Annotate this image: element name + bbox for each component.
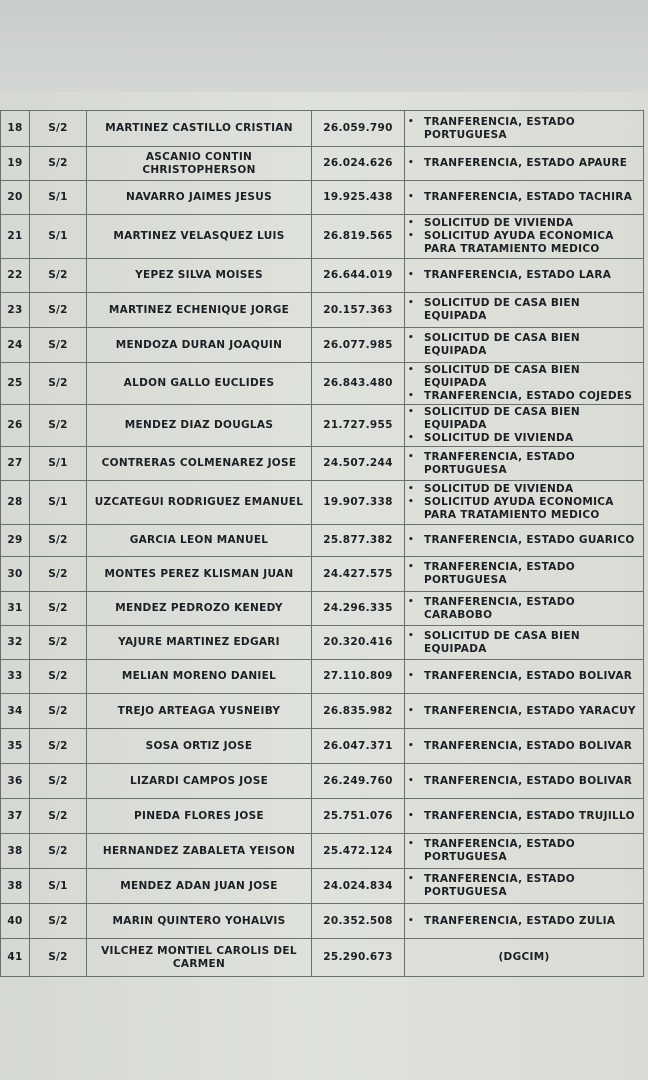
- person-name: YEPEZ SILVA MOISES: [87, 259, 312, 293]
- person-name: ASCANIO CONTIN CHRISTOPHERSON: [87, 147, 312, 181]
- observation-cell: [405, 592, 644, 626]
- observation-item: • SOLICITUD DE CASA BIEN EQUIPADA: [408, 406, 640, 432]
- section-code: S/2: [30, 939, 87, 977]
- id-number: 26.059.790: [312, 111, 405, 147]
- person-name: TREJO ARTEAGA YUSNEIBY: [87, 694, 312, 729]
- id-number: 25.751.076: [312, 799, 405, 834]
- id-number: 26.819.565: [312, 215, 405, 259]
- id-number: 20.320.416: [312, 626, 405, 660]
- row-number: 22: [1, 259, 30, 293]
- table-row: [1, 363, 644, 405]
- section-code: S/1: [30, 447, 87, 481]
- id-number: 27.110.809: [312, 660, 405, 694]
- id-number: 25.290.673: [312, 939, 405, 977]
- observation-item: • TRANFERENCIA, ESTADO GUARICO: [408, 534, 640, 547]
- person-name: MENDOZA DURAN JOAQUIN: [87, 328, 312, 363]
- row-number: 40: [1, 904, 30, 939]
- id-number: 25.472.124: [312, 834, 405, 869]
- row-number: 35: [1, 729, 30, 764]
- section-code: S/1: [30, 481, 87, 525]
- person-name: MENDEZ PEDROZO KENEDY: [87, 592, 312, 626]
- row-number: 23: [1, 293, 30, 328]
- table-row: [1, 447, 644, 481]
- person-name: MARTINEZ VELASQUEZ LUIS: [87, 215, 312, 259]
- table-row: [1, 111, 644, 147]
- person-name: UZCATEGUI RODRIGUEZ EMANUEL: [87, 481, 312, 525]
- id-number: 24.024.834: [312, 869, 405, 904]
- observation-cell: [405, 764, 644, 799]
- id-number: 25.877.382: [312, 525, 405, 557]
- id-number: 24.507.244: [312, 447, 405, 481]
- observation-item: • TRANFERENCIA, ESTADO BOLIVAR: [408, 740, 640, 753]
- section-code: S/1: [30, 869, 87, 904]
- observation-item: • TRANFERENCIA, ESTADO BOLIVAR: [408, 670, 640, 683]
- row-number: 19: [1, 147, 30, 181]
- observation-item: • SOLICITUD DE VIVIENDA: [408, 217, 640, 230]
- section-code: S/2: [30, 363, 87, 405]
- row-number: 20: [1, 181, 30, 215]
- section-code: S/2: [30, 834, 87, 869]
- section-code: S/2: [30, 259, 87, 293]
- id-number: 20.157.363: [312, 293, 405, 328]
- observation-item: • TRANFERENCIA, ESTADO YARACUY: [408, 705, 640, 718]
- id-number: 24.427.575: [312, 557, 405, 592]
- observation-item: • SOLICITUD DE CASA BIEN EQUIPADA: [408, 332, 640, 358]
- table-row: [1, 626, 644, 660]
- observation-cell: [405, 660, 644, 694]
- observation-item: • TRANFERENCIA, ESTADO TRUJILLO: [408, 810, 640, 823]
- table-row: [1, 557, 644, 592]
- table-row: [1, 147, 644, 181]
- observation-item: • TRANFERENCIA, ESTADO BOLIVAR: [408, 775, 640, 788]
- observation-cell: [405, 215, 644, 259]
- row-number: 36: [1, 764, 30, 799]
- table-row: [1, 181, 644, 215]
- observation-cell: [405, 447, 644, 481]
- table-row: [1, 592, 644, 626]
- section-code: S/2: [30, 904, 87, 939]
- personnel-table: [0, 110, 644, 977]
- observation-item: • TRANFERENCIA, ESTADO APAURE: [408, 157, 640, 170]
- id-number: 26.024.626: [312, 147, 405, 181]
- id-number: 26.249.760: [312, 764, 405, 799]
- id-number: 20.352.508: [312, 904, 405, 939]
- id-number: 26.835.982: [312, 694, 405, 729]
- observation-cell: [405, 181, 644, 215]
- observation-item: • SOLICITUD AYUDA ECONOMICA PARA TRATAMIENTO MEDICO: [408, 230, 640, 256]
- table-row: [1, 799, 644, 834]
- id-number: 26.644.019: [312, 259, 405, 293]
- row-number: 29: [1, 525, 30, 557]
- row-number: 38: [1, 834, 30, 869]
- observation-item: • TRANFERENCIA, ESTADO PORTUGUESA: [408, 116, 640, 142]
- observation-item: • TRANFERENCIA, ESTADO PORTUGUESA: [408, 451, 640, 477]
- table-row: [1, 405, 644, 447]
- person-name: GARCIA LEON MANUEL: [87, 525, 312, 557]
- id-number: 19.907.338: [312, 481, 405, 525]
- person-name: HERNANDEZ ZABALETA YEISON: [87, 834, 312, 869]
- person-name: CONTRERAS COLMENAREZ JOSE: [87, 447, 312, 481]
- table-row: [1, 764, 644, 799]
- section-code: S/2: [30, 694, 87, 729]
- observation-cell: [405, 799, 644, 834]
- person-name: MARTINEZ ECHENIQUE JORGE: [87, 293, 312, 328]
- section-code: S/2: [30, 592, 87, 626]
- id-number: 24.296.335: [312, 592, 405, 626]
- id-number: 26.047.371: [312, 729, 405, 764]
- observation-cell: [405, 869, 644, 904]
- section-code: S/2: [30, 557, 87, 592]
- observation-item: • SOLICITUD AYUDA ECONOMICA PARA TRATAMIENTO MEDICO: [408, 496, 640, 522]
- observation-cell: [405, 405, 644, 447]
- table-row: [1, 481, 644, 525]
- observation-cell: [405, 328, 644, 363]
- person-name: MENDEZ ADAN JUAN JOSE: [87, 869, 312, 904]
- section-code: S/2: [30, 111, 87, 147]
- id-number: 21.727.955: [312, 405, 405, 447]
- table-row: [1, 694, 644, 729]
- observation-cell: [405, 939, 644, 977]
- section-code: S/2: [30, 147, 87, 181]
- id-number: 26.077.985: [312, 328, 405, 363]
- id-number: 19.925.438: [312, 181, 405, 215]
- observation-item: • TRANFERENCIA, ESTADO PORTUGUESA: [408, 561, 640, 587]
- table-row: [1, 869, 644, 904]
- table-row: [1, 834, 644, 869]
- row-number: 41: [1, 939, 30, 977]
- table-row: [1, 293, 644, 328]
- row-number: 32: [1, 626, 30, 660]
- personnel-table-body: [1, 111, 644, 977]
- person-name: ALDON GALLO EUCLIDES: [87, 363, 312, 405]
- row-number: 38: [1, 869, 30, 904]
- table-row: [1, 660, 644, 694]
- table-row: [1, 939, 644, 977]
- person-name: SOSA ORTIZ JOSE: [87, 729, 312, 764]
- row-number: 37: [1, 799, 30, 834]
- observation-cell: [405, 111, 644, 147]
- section-code: S/2: [30, 799, 87, 834]
- observation-item: • SOLICITUD DE VIVIENDA: [408, 483, 640, 496]
- table-row: [1, 904, 644, 939]
- person-name: VILCHEZ MONTIEL CAROLIS DEL CARMEN: [87, 939, 312, 977]
- row-number: 34: [1, 694, 30, 729]
- person-name: YAJURE MARTINEZ EDGARI: [87, 626, 312, 660]
- section-code: S/2: [30, 525, 87, 557]
- observation-item: • TRANFERENCIA, ESTADO LARA: [408, 269, 640, 282]
- observation-item: • TRANFERENCIA, ESTADO TACHIRA: [408, 191, 640, 204]
- row-number: 30: [1, 557, 30, 592]
- row-number: 26: [1, 405, 30, 447]
- person-name: MELIAN MORENO DANIEL: [87, 660, 312, 694]
- person-name: MONTES PEREZ KLISMAN JUAN: [87, 557, 312, 592]
- observation-cell: [405, 626, 644, 660]
- section-code: S/2: [30, 764, 87, 799]
- row-number: 24: [1, 328, 30, 363]
- table-row: [1, 729, 644, 764]
- person-name: PINEDA FLORES JOSE: [87, 799, 312, 834]
- observation-item: • TRANFERENCIA, ESTADO CARABOBO: [408, 596, 640, 622]
- observation-cell: [405, 557, 644, 592]
- section-code: S/2: [30, 626, 87, 660]
- row-number: 27: [1, 447, 30, 481]
- section-code: S/2: [30, 660, 87, 694]
- section-code: S/1: [30, 215, 87, 259]
- observation-item: • SOLICITUD DE CASA BIEN EQUIPADA: [408, 630, 640, 656]
- observation-cell: [405, 694, 644, 729]
- person-name: MARTINEZ CASTILLO CRISTIAN: [87, 111, 312, 147]
- row-number: 21: [1, 215, 30, 259]
- observation-item: • TRANFERENCIA, ESTADO ZULIA: [408, 915, 640, 928]
- table-row: [1, 215, 644, 259]
- observation-item: • TRANFERENCIA, ESTADO PORTUGUESA: [408, 873, 640, 899]
- row-number: 31: [1, 592, 30, 626]
- observation-cell: [405, 293, 644, 328]
- person-name: MARIN QUINTERO YOHALVIS: [87, 904, 312, 939]
- row-number: 33: [1, 660, 30, 694]
- observation-item: • SOLICITUD DE CASA BIEN EQUIPADA: [408, 297, 640, 323]
- id-number: 26.843.480: [312, 363, 405, 405]
- observation-cell: [405, 729, 644, 764]
- row-number: 18: [1, 111, 30, 147]
- table-row: [1, 525, 644, 557]
- table-row: [1, 259, 644, 293]
- section-code: S/2: [30, 328, 87, 363]
- table-row: [1, 328, 644, 363]
- observation-cell: [405, 363, 644, 405]
- row-number: 28: [1, 481, 30, 525]
- row-number: 25: [1, 363, 30, 405]
- observation-cell: [405, 834, 644, 869]
- person-name: LIZARDI CAMPOS JOSE: [87, 764, 312, 799]
- section-code: S/1: [30, 181, 87, 215]
- observation-cell: [405, 259, 644, 293]
- observation-cell: [405, 147, 644, 181]
- observation-item: • TRANFERENCIA, ESTADO COJEDES: [408, 390, 640, 403]
- section-code: S/2: [30, 293, 87, 328]
- observation-item: • SOLICITUD DE VIVIENDA: [408, 432, 640, 445]
- observation-cell: [405, 481, 644, 525]
- person-name: MENDEZ DIAZ DOUGLAS: [87, 405, 312, 447]
- observation-item: (DGCIM): [498, 951, 550, 963]
- observation-item: • SOLICITUD DE CASA BIEN EQUIPADA: [408, 364, 640, 390]
- section-code: S/2: [30, 405, 87, 447]
- observation-cell: [405, 525, 644, 557]
- observation-cell: [405, 904, 644, 939]
- observation-item: • TRANFERENCIA, ESTADO PORTUGUESA: [408, 838, 640, 864]
- person-name: NAVARRO JAIMES JESUS: [87, 181, 312, 215]
- section-code: S/2: [30, 729, 87, 764]
